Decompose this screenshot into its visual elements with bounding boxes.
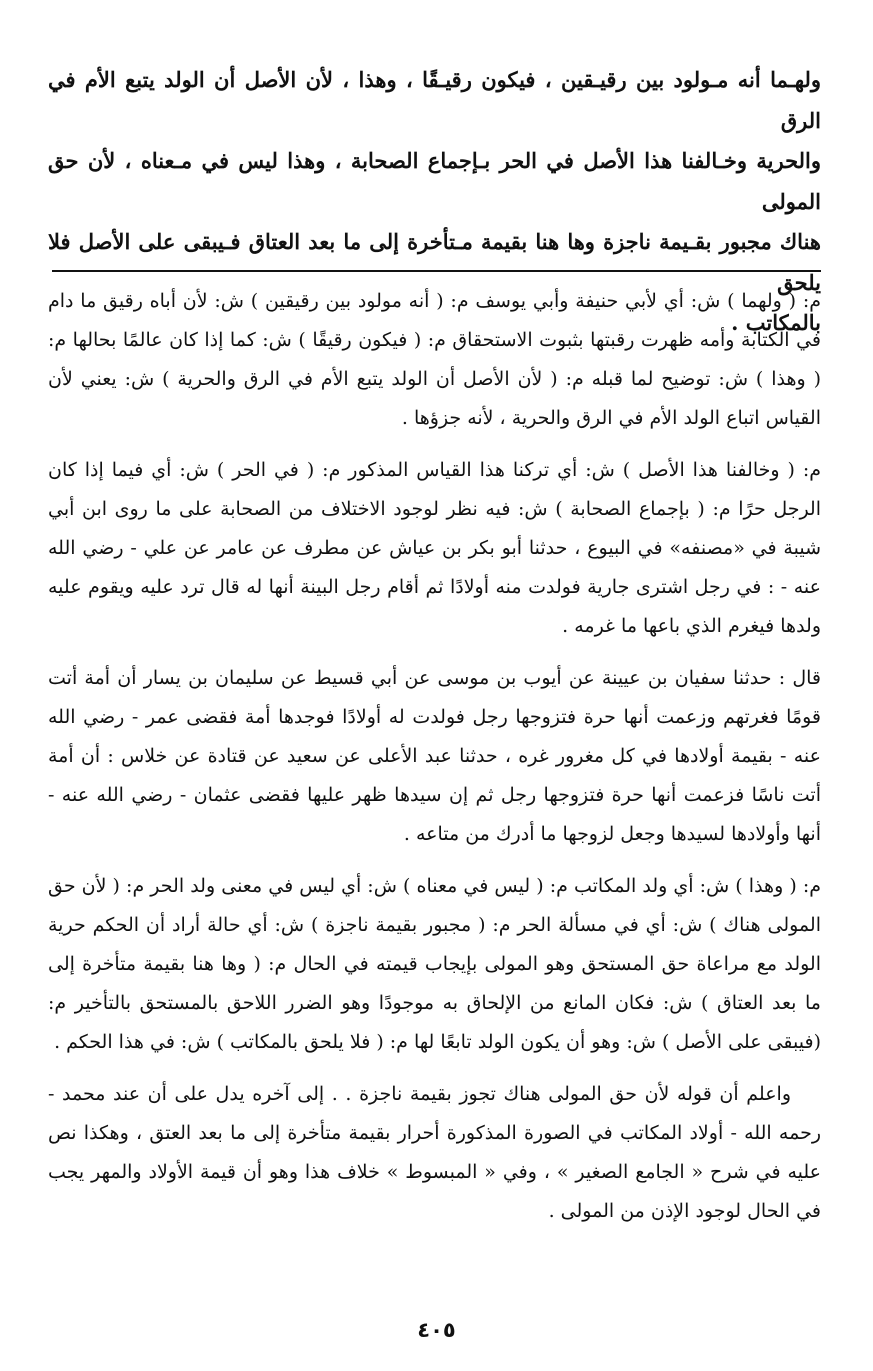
commentary-paragraph: م: ( وهذا ) ش: أي ولد المكاتب م: ( ليس في معناه ) ش: أي ليس في معنى ولد الحر م: ( لأن حق المولى هناك ) ش: أي في مسألة الحر م: ( مجبور بقيمة ناجزة ) ش: أي حالة أراد أن الحكم حرية الولد مع مراعاة حق المستحق وهو المولى بإيجاب قيمته في الحال م: ( وها هنا بقيمة متأخرة إلى ما بعد العتاق ) ش: فكان المانع من الإلحاق به موجودًا وهو الضرر اللاحق بالمستحق بالتأخير م: (فيبقى على الأصل ) ش: وهو أن يكون الولد تابعًا لها م: ( فلا يلحق بالمكاتب ) ش: في هذا الحكم . (48, 875, 821, 1053)
commentary-paragraph: واعلم أن قوله لأن حق المولى هناك تجوز بقيمة ناجزة . . إلى آخره يدل على أن عند محمد - رحمه الله - أولاد المكاتب في الصورة المذكورة أحرار بقيمة متأخرة إلى ما بعد العتق ، وهكذا نص عليه في شرح « الجامع الصغير » ، وفي « المبسوط » خلاف هذا وهو أن قيمة الأولاد والمهر يجب في الحال لوجود الإذن من المولى . (48, 1083, 822, 1222)
main-text-line: والحرية وخـالفنا هذا الأصل في الحر بـإجماع الصحابة ، وهذا ليس في مـعناه ، لأن حق المولى (48, 148, 821, 214)
commentary-paragraph: م: ( ولهما ) ش: أي لأبي حنيفة وأبي يوسف م: ( أنه مولود بين رقيقين ) ش: لأن أباه رقيق ما دام في الكتابة وأمه ظهرت رقبتها بثبوت الاستحقاق م: ( فيكون رقيقًا ) ش: كما إذا كان عالمًا بحالها م: ( وهذا ) ش: توضيح لما قبله م: ( لأن الأصل أن الولد يتبع الأم في الرق والحرية ) ش: يعني لأن القياس اتباع الولد الأم في الرق والحرية ، لأنه جزؤها . (48, 290, 821, 429)
commentary (48, 282, 821, 1231)
commentary-paragraph: قال : حدثنا سفيان بن عيينة عن أيوب بن موسى عن أبي قسيط عن سليمان بن يسار أن أمة أتت قومًا فغرتهم وزعمت أنها حرة فتزوجها رجل فولدت له أولادًا فوجدها أمة فقضى عمر - رضي الله عنه - بقيمة أولادها في كل مغرور غره ، حدثنا عبد الأعلى عن سعيد عن قتادة عن خلاس : أن أمة أتت ناسًا فزعمت أنها حرة فتزوجها رجل ثم إن سيدها ظهر عليها فقضى عثمان - رضي الله عنه - أنها وأولادها لسيدها وجعل لزوجها ما أدرك من متاعه . (48, 667, 821, 845)
main-text-line: ولهـما أنه مـولود بين رقيـقين ، فيكون رقيـقًا ، وهذا ، لأن الأصل أن الولد يتبع الأم في الرق (48, 67, 821, 133)
separator-rule (52, 270, 821, 272)
commentary-paragraph: م: ( وخالفنا هذا الأصل ) ش: أي تركنا هذا القياس المذكور م: ( في الحر ) ش: أي فيما إذا كان الرجل حرًا م: ( بإجماع الصحابة ) ش: فيه نظر لوجود الاختلاف من الصحابة على ما روى ابن أبي شيبة في «مصنفه» في البيوع ، حدثنا أبو بكر بن عياش عن مطرف عن عامر عن علي - رضي الله عنه - : في رجل اشترى جارية فولدت منه أولادًا ثم أقام رجل البينة أنها له قال ترد عليه ويقوم عليه ولدها فيغرم الذي باعها ما غرمه . (48, 459, 821, 637)
page-number: ٤٠٥ (417, 1318, 456, 1342)
main-text-line: بالمكاتب . (731, 310, 821, 335)
main-text-line: هناك مجبور بقـيمة ناجزة وها هنا بقيمة مـتأخرة إلى ما بعد العتاق فـيبقى على الأصل فلا يلحق (48, 229, 821, 295)
